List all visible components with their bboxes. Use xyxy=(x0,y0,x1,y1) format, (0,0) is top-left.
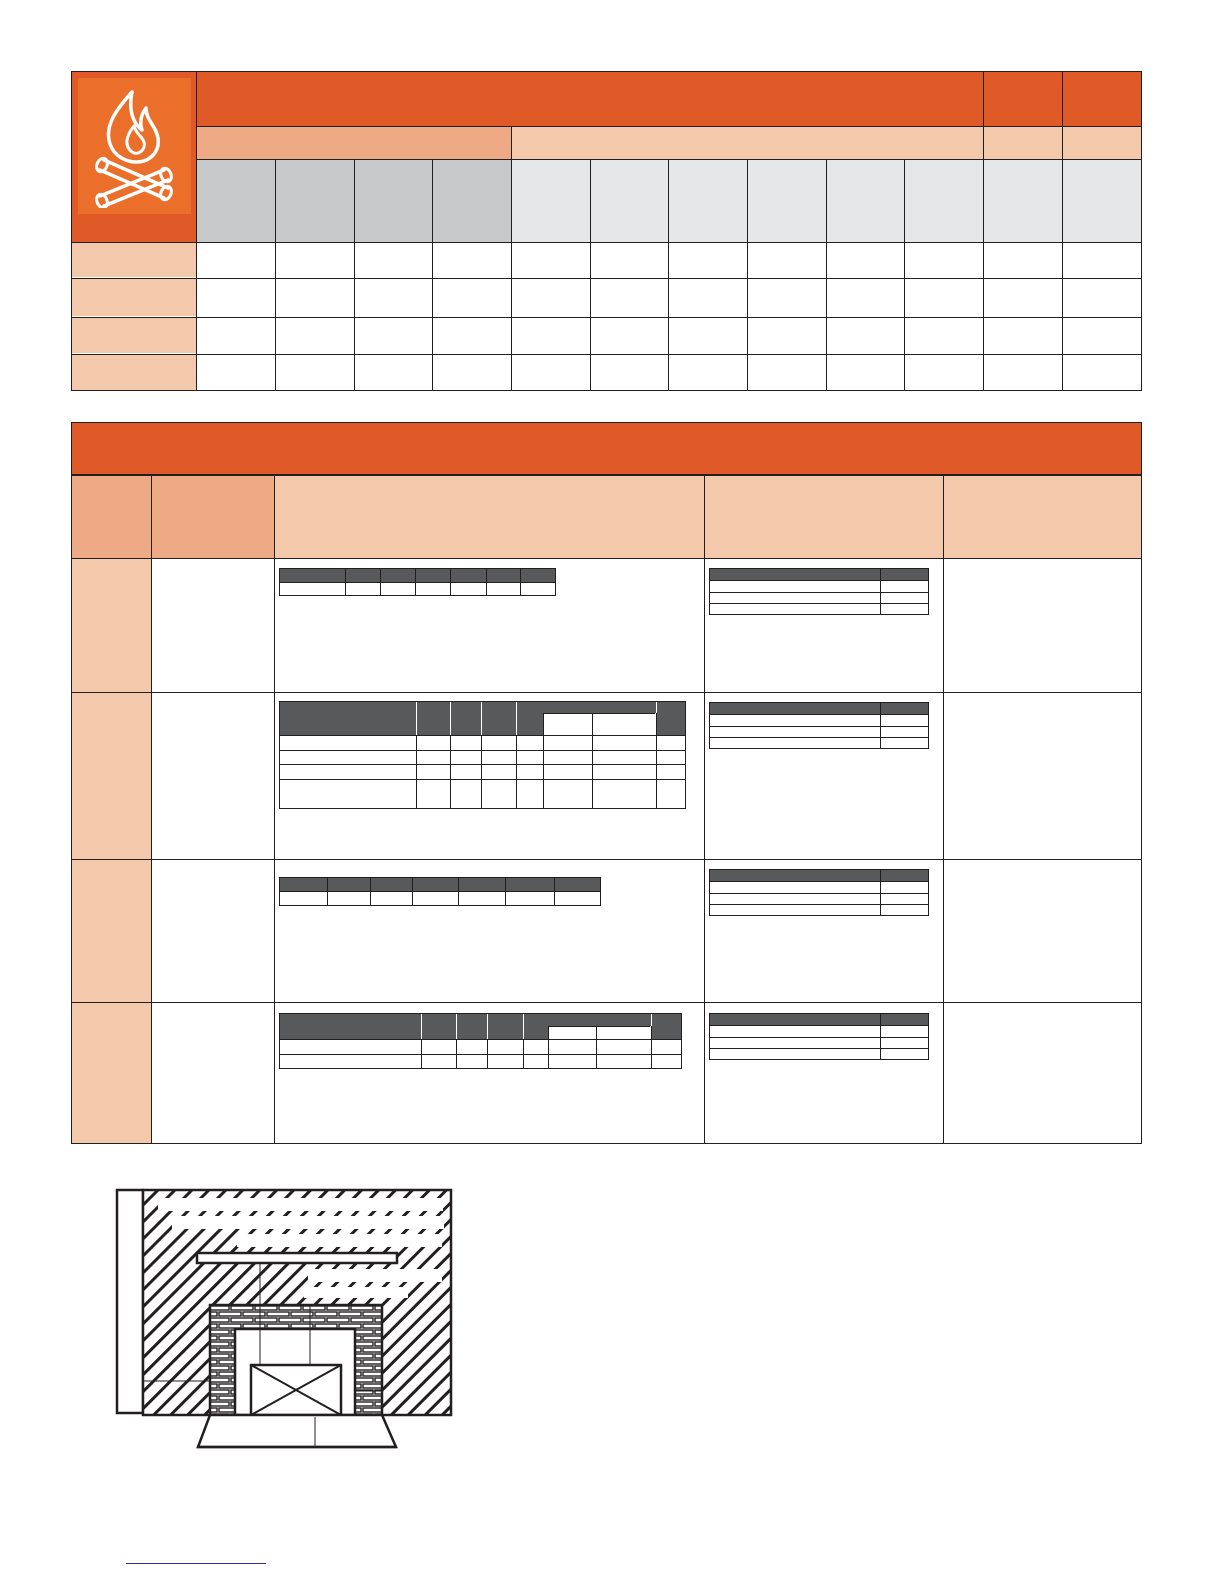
section4-side-mini-table xyxy=(709,1013,929,1060)
bottom-section-label-2 xyxy=(72,693,151,859)
subheader-group-b xyxy=(512,127,983,159)
bottom-col-header-2 xyxy=(152,476,274,558)
subheader-group-a xyxy=(197,127,511,159)
bottom-section-label-4 xyxy=(72,1003,151,1143)
section2-side-mini-table xyxy=(709,702,929,749)
bottom-col-header-3 xyxy=(275,476,704,558)
top-row-header-4 xyxy=(72,355,196,390)
top-row-header-3 xyxy=(72,318,196,353)
bottom-table-header xyxy=(72,423,1141,474)
section2-spec-mini-table xyxy=(279,701,686,809)
fireplace-clearance-diagram xyxy=(110,1185,460,1450)
section1-spec-mini-table xyxy=(279,568,556,596)
section4-spec-mini-table xyxy=(279,1013,682,1069)
subheader-group-d xyxy=(1063,127,1141,159)
bottom-col-header-4 xyxy=(705,476,943,558)
section3-spec-mini-table xyxy=(279,877,601,906)
bottom-section-label-3 xyxy=(72,860,151,1002)
flame-on-crossed-logs-icon xyxy=(88,86,180,208)
bottom-col-header-5 xyxy=(944,476,1141,558)
top-row-header-2 xyxy=(72,279,196,316)
section3-side-mini-table xyxy=(709,869,929,916)
footer-link[interactable] xyxy=(126,1552,266,1564)
top-table-header xyxy=(72,72,1141,126)
top-row-header-1 xyxy=(72,243,196,277)
section1-side-mini-table xyxy=(709,568,929,615)
bottom-col-header-1 xyxy=(72,476,151,558)
subheader-group-c xyxy=(984,127,1062,159)
bottom-section-label-1 xyxy=(72,559,151,692)
